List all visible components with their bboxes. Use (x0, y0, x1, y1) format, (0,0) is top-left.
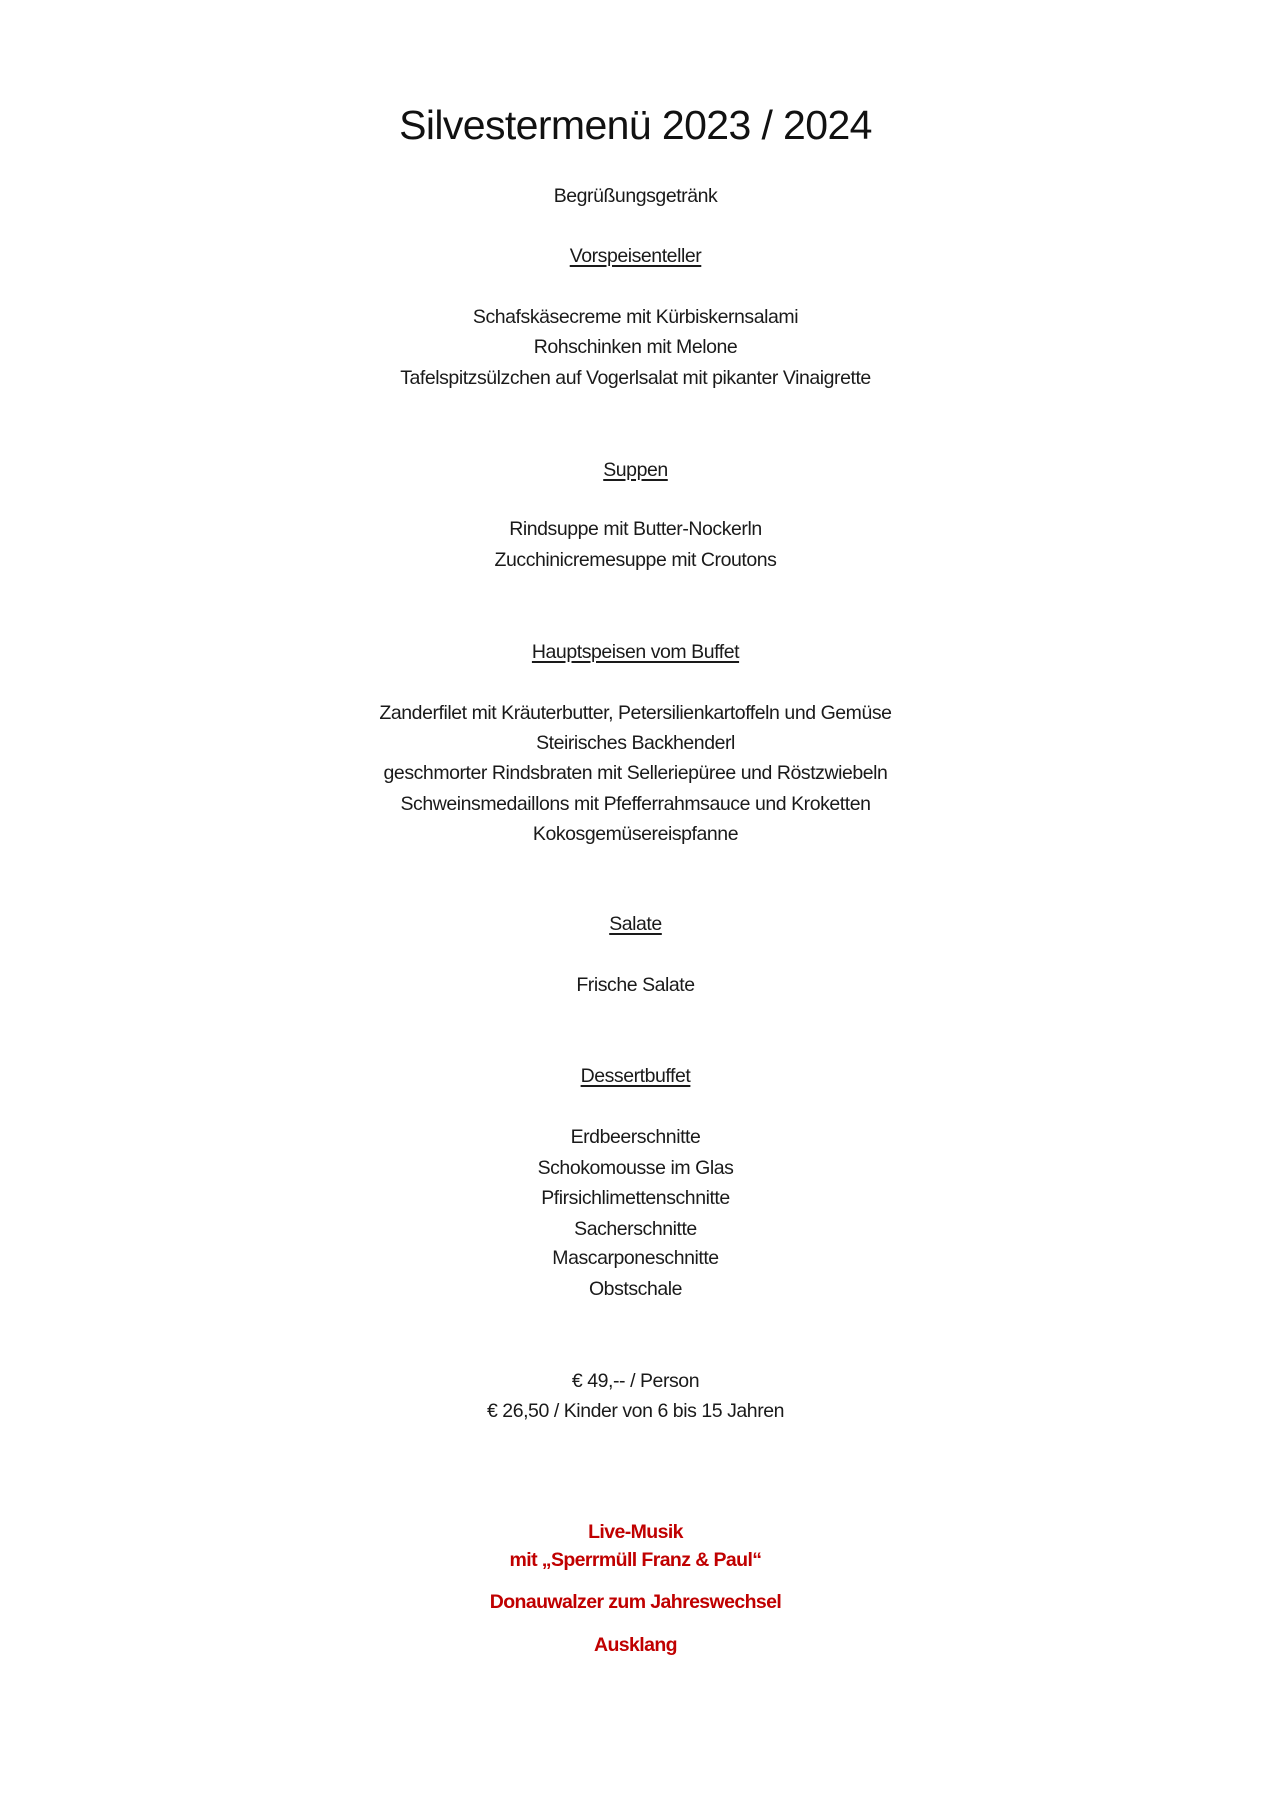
band-name: mit „Sperrmüll Franz & Paul“ (509, 1549, 762, 1571)
menu-item: Erdbeerschnitte (570, 1126, 701, 1148)
section-heading-label: Dessertbuffet (580, 1065, 691, 1087)
welcome-drink: Begrüßungsgetränk (553, 185, 718, 207)
menu-item: Schweinsmedaillons mit Pfefferrahmsauce und Kroketten (400, 793, 871, 815)
menu-item: Tafelspitzsülzchen auf Vogerlsalat mit pikanter Vinaigrette (400, 367, 871, 389)
live-music-label: Live-Musik (588, 1521, 683, 1543)
menu-item: Mascarponeschnitte (552, 1247, 719, 1269)
menu-item: Schafskäsecreme mit Kürbiskernsalami (472, 306, 799, 328)
menu-item: Steirisches Backhenderl (536, 732, 735, 754)
menu-item: Pfirsichlimettenschnitte (541, 1187, 730, 1209)
price-child: € 26,50 / Kinder von 6 bis 15 Jahren (486, 1400, 785, 1422)
menu-item: Obstschale (588, 1278, 683, 1300)
menu-item: geschmorter Rindsbraten mit Selleriepüree und Röstzwiebeln (383, 762, 888, 784)
section-heading-salads (0, 915, 1271, 935)
menu-item: Schokomousse im Glas (537, 1157, 734, 1179)
menu-item: Zucchinicremesuppe mit Croutons (494, 549, 777, 571)
closing-note: Ausklang (594, 1634, 677, 1656)
menu-item: Kokosgemüsereispfanne (532, 823, 739, 845)
section-heading-mains (0, 643, 1271, 663)
price-adult: € 49,-- / Person (571, 1370, 700, 1392)
section-heading-soups (0, 461, 1271, 481)
section-heading-label: Hauptspeisen vom Buffet (531, 641, 740, 663)
menu-item: Sacherschnitte (574, 1218, 697, 1240)
menu-item: Zanderfilet mit Kräuterbutter, Petersilienkartoffeln und Gemüse (379, 702, 892, 724)
page-title: Silvestermenü 2023 / 2024 (399, 102, 872, 148)
section-heading-label: Vorspeisenteller (569, 245, 702, 267)
menu-item: Rohschinken mit Melone (533, 336, 738, 358)
section-heading-starters (0, 247, 1271, 267)
waltz-note: Donauwalzer zum Jahreswechsel (489, 1591, 782, 1613)
section-heading-label: Suppen (603, 459, 668, 481)
section-heading-desserts (0, 1067, 1271, 1087)
section-heading-label: Salate (609, 913, 662, 935)
menu-item: Rindsuppe mit Butter-Nockerln (509, 518, 762, 540)
menu-item: Frische Salate (576, 974, 695, 996)
